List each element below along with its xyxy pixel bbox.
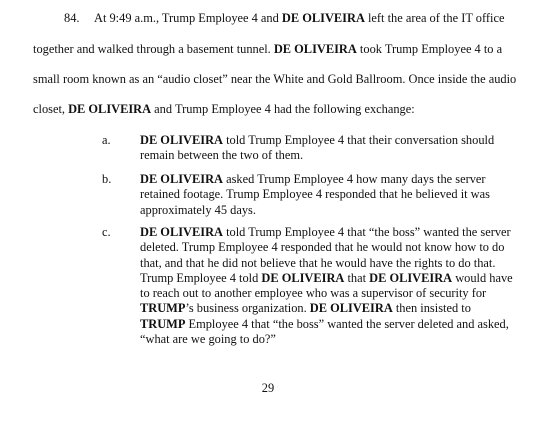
text-line — [140, 286, 500, 301]
text-run: remain between the two of them. — [140, 148, 304, 163]
text-line — [140, 316, 509, 332]
paragraph-line — [33, 102, 415, 116]
text-run: asked Trump Employee 4 how many days the server — [222, 172, 486, 186]
text-line — [140, 270, 513, 286]
subparagraph-letter: c. — [102, 225, 111, 239]
text-line — [140, 256, 500, 271]
paragraph-line — [33, 42, 502, 56]
text-line — [140, 148, 500, 163]
page-number: 29 — [261, 381, 275, 395]
text-line — [140, 172, 500, 187]
text-run: told Trump Employee 4 that “the boss” wanted the server — [222, 225, 511, 239]
text-run: Trump Employee 4 told — [140, 270, 262, 285]
text-line — [140, 187, 500, 202]
bold-name: DE OLIVEIRA — [261, 270, 345, 285]
text-line — [140, 332, 500, 347]
text-line — [140, 133, 500, 148]
text-run: together and walked through a basement tunnel. — [33, 42, 274, 56]
text-line — [140, 301, 500, 316]
bold-name: DE OLIVEIRA — [309, 301, 393, 316]
text-run: that, and that he did not believe that he would have the rights to do that. — [140, 255, 496, 270]
subparagraph-letter: b. — [102, 172, 112, 186]
text-line — [140, 225, 511, 240]
text-run: told Trump Employee 4 that their conversation should — [222, 133, 495, 147]
text-run: and Trump Employee 4 had the following exchange: — [151, 102, 415, 116]
text-run: took Trump Employee 4 to a — [356, 42, 503, 56]
text-line — [140, 203, 500, 218]
text-run: small room known as an “audio closet” near the White and Gold Ballroom. Once inside the audio — [33, 72, 517, 86]
text-run: would have — [452, 270, 513, 285]
bold-name: DE OLIVEIRA — [369, 270, 453, 285]
text-run: ’s business organization. — [185, 301, 310, 316]
text-run: approximately 45 days. — [140, 202, 256, 217]
bold-name: TRUMP — [140, 301, 186, 316]
bold-name: DE OLIVEIRA — [68, 102, 152, 116]
paragraph-line — [0, 11, 504, 25]
subparagraph-text — [140, 172, 500, 218]
text-run: left the area of the IT office — [364, 11, 505, 25]
bold-name: DE OLIVEIRA — [140, 133, 223, 147]
paragraph-number: 84. — [64, 11, 80, 25]
text-run: to reach out to another employee who was a supervisor of security for — [140, 286, 487, 301]
paragraph-line — [33, 72, 516, 86]
text-run: Employee 4 that “the boss” wanted the server deleted and asked, — [185, 316, 509, 331]
text-run: that — [344, 270, 370, 285]
text-run: retained footage. Trump Employee 4 responded that he believed it was — [140, 187, 490, 202]
text-run: then insisted to — [392, 301, 471, 316]
bold-name: DE OLIVEIRA — [140, 172, 223, 186]
text-line — [140, 240, 505, 255]
subparagraph-text — [140, 133, 500, 164]
text-run: “what are we going to do?” — [140, 332, 276, 347]
subparagraph-letter: a. — [102, 133, 111, 147]
bold-name: DE OLIVEIRA — [273, 42, 357, 56]
bold-name: DE OLIVEIRA — [140, 225, 223, 239]
subparagraph-text — [140, 225, 513, 347]
bold-name: TRUMP — [140, 316, 186, 331]
text-run: At 9:49 a.m., Trump Employee 4 and — [94, 11, 282, 25]
text-run: closet, — [33, 102, 69, 116]
text-run: deleted. Trump Employee 4 responded that he would not know how to do — [140, 240, 505, 255]
bold-name: DE OLIVEIRA — [281, 11, 365, 25]
